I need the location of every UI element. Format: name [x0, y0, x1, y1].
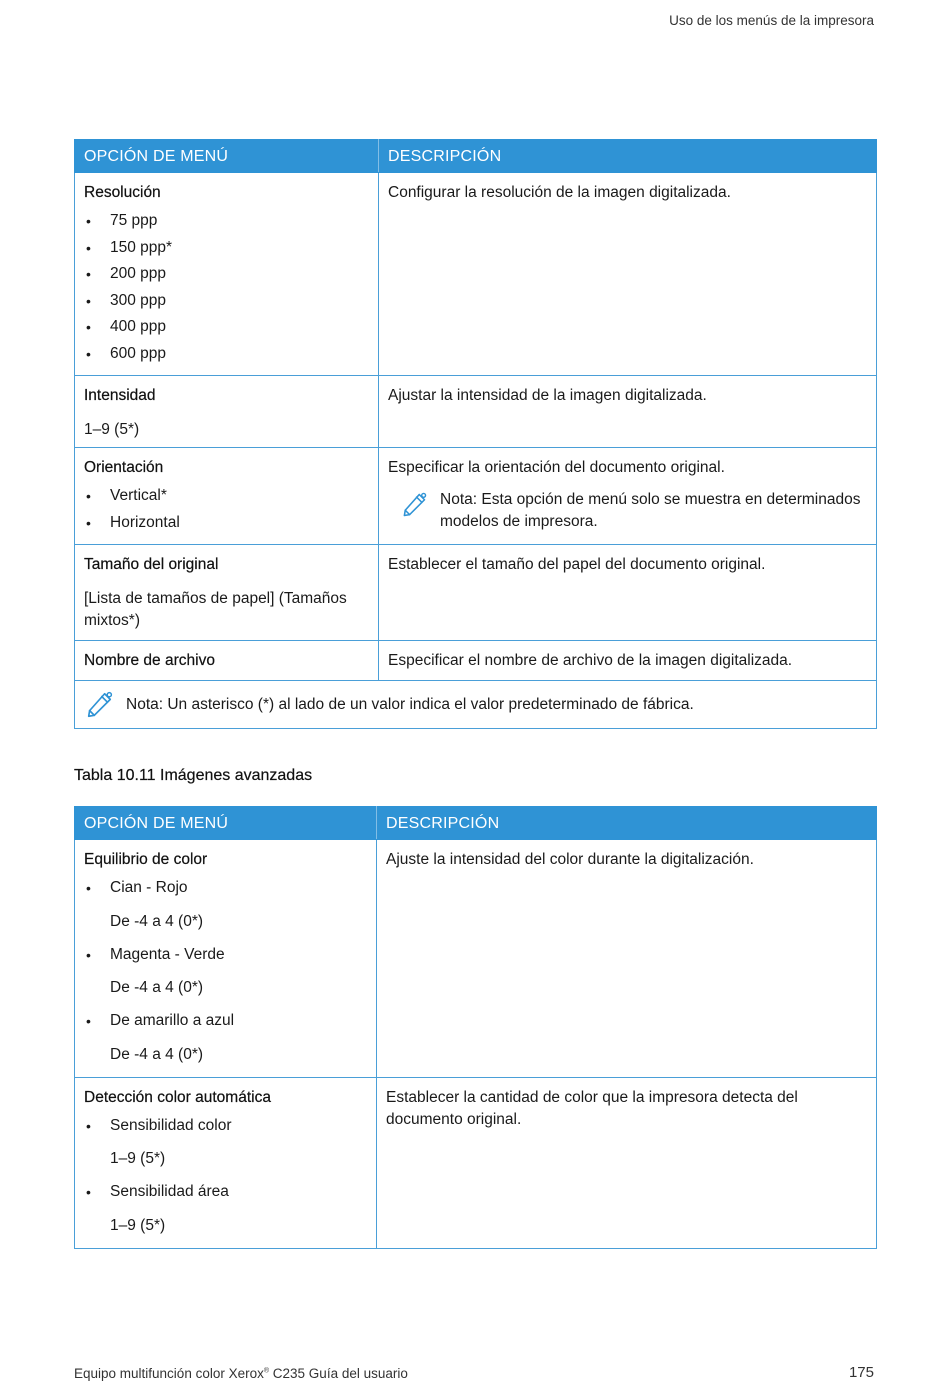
option-title: Tamaño del original	[84, 556, 219, 573]
option-values-list	[84, 483, 369, 536]
footer-product-suffix: C235 Guía del usuario	[269, 1366, 408, 1381]
table-header-row	[75, 807, 877, 840]
option-title: Intensidad	[84, 387, 156, 404]
description-cell: Establecer la cantidad de color que la impresora detecta del documento original.	[377, 1077, 877, 1248]
inline-note	[388, 489, 867, 533]
footer-product-title	[74, 1366, 408, 1381]
list-item: • Sensibilidad área	[84, 1179, 367, 1206]
option-values-list	[84, 942, 367, 969]
running-head: Uso de los menús de la impresora	[669, 13, 874, 28]
pencil-icon	[400, 491, 428, 519]
description-text: Especificar la orientación del documento original.	[388, 459, 725, 476]
option-cell	[75, 641, 379, 681]
footnote-cell	[75, 681, 877, 729]
option-title: Resolución	[84, 184, 161, 201]
table-row	[75, 376, 877, 448]
description-cell: Configurar la resolución de la imagen digitalizada.	[379, 173, 877, 376]
range-value: De -4 a 4 (0*)	[110, 912, 204, 930]
table-row	[75, 173, 877, 376]
footnote-row	[75, 681, 877, 729]
option-cell	[75, 376, 379, 448]
table-row	[75, 641, 877, 681]
option-cell	[75, 840, 377, 1078]
table-header-row	[75, 140, 877, 173]
list-item: • 200 ppp	[84, 261, 369, 288]
option-cell	[75, 1077, 377, 1248]
option-cell	[75, 173, 379, 376]
column-header-option: OPCIÓN DE MENÚ	[75, 140, 379, 173]
list-item: • 400 ppp	[84, 314, 369, 341]
range-value: De -4 a 4 (0*)	[110, 979, 204, 996]
description-cell: Especificar el nombre de archivo de la imagen digitalizada.	[379, 641, 877, 681]
list-item: • De amarillo a azul	[84, 1008, 367, 1035]
table-row	[75, 1077, 877, 1248]
option-values-list	[84, 1008, 367, 1035]
table-row	[75, 840, 877, 1078]
list-item: • 75 ppp	[84, 208, 369, 235]
range-value: 1–9 (5*)	[110, 1150, 166, 1167]
list-item: • 600 ppp	[84, 341, 369, 368]
option-title: Nombre de archivo	[84, 652, 215, 669]
table-row	[75, 545, 877, 641]
list-item: • Magenta - Verde	[84, 942, 367, 969]
pencil-icon	[84, 690, 114, 720]
note-text: Nota: Esta opción de menú solo se muestra en determinados modelos de impresora.	[440, 491, 861, 530]
description-cell: Establecer el tamaño del papel del documento original.	[379, 545, 877, 641]
description-cell: Ajustar la intensidad de la imagen digitalizada.	[379, 376, 877, 448]
range-value: De -4 a 4 (0*)	[110, 1045, 204, 1063]
list-item: • Sensibilidad color	[84, 1113, 367, 1140]
option-values-list	[84, 1179, 367, 1206]
table-caption: Tabla 10.11 Imágenes avanzadas	[74, 767, 313, 784]
range-value: 1–9 (5*)	[110, 1216, 166, 1234]
option-values-list	[84, 208, 369, 367]
table-row	[75, 448, 877, 545]
option-title: Detección color automática	[84, 1088, 271, 1106]
option-values-list	[84, 875, 367, 902]
option-value: 1–9 (5*)	[84, 421, 140, 438]
column-header-option: OPCIÓN DE MENÚ	[75, 807, 377, 840]
option-cell	[75, 448, 379, 545]
advanced-imaging-table	[74, 806, 877, 1249]
page-number: 175	[848, 1364, 874, 1381]
description-cell	[379, 448, 877, 545]
list-item: • Horizontal	[84, 510, 369, 537]
footnote-text: Nota: Un asterisco (*) al lado de un valor indica el valor predeterminado de fábrica.	[126, 696, 694, 713]
description-cell: Ajuste la intensidad del color durante la digitalización.	[377, 840, 877, 1078]
option-cell	[75, 545, 379, 641]
option-value: [Lista de tamaños de papel] (Tamaños mixtos*)	[84, 590, 347, 629]
scan-settings-table	[74, 139, 877, 729]
option-title: Equilibrio de color	[84, 851, 208, 868]
list-item: • Cian - Rojo	[84, 875, 367, 902]
column-header-description: DESCRIPCIÓN	[377, 807, 877, 840]
list-item: • Vertical*	[84, 483, 369, 510]
list-item: • 150 ppp*	[84, 235, 369, 262]
footer-product-prefix: Equipo multifunción color Xerox	[74, 1366, 264, 1381]
option-title: Orientación	[84, 459, 164, 476]
list-item: • 300 ppp	[84, 288, 369, 315]
registered-mark: ®	[263, 1367, 270, 1375]
column-header-description: DESCRIPCIÓN	[379, 140, 877, 173]
option-values-list	[84, 1113, 367, 1140]
